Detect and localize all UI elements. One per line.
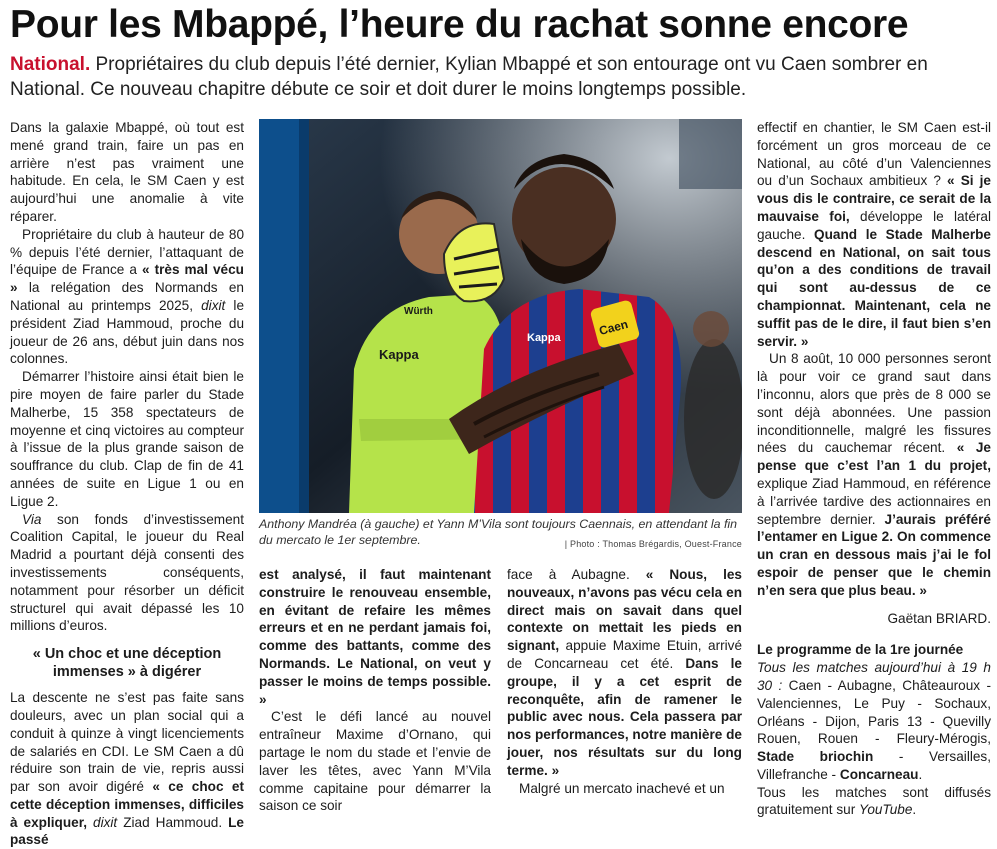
photo-illustration	[259, 119, 742, 513]
text: Stade briochin	[757, 749, 874, 765]
text: dixit	[93, 814, 118, 830]
paragraph	[259, 566, 491, 708]
text: - Versailles, Villefranche -	[757, 749, 991, 782]
photo-caption: Anthony Mandréa (à gauche) et Yann M’Vila sont toujours Caennais, en attendant la fin du mercato le 1er septembre.	[259, 517, 738, 547]
paragraph: Malgré un mercato inachevé et un	[519, 780, 725, 796]
paragraph: Dans la galaxie Mbappé, où tout est mené grand train, faire un pas en arrière n’est pas vraiment une habitude. En cela, le SM Caen y est aujourd’hui une anomalie à vite réparer.	[10, 120, 244, 224]
jersey-sponsor: Würth	[404, 306, 433, 317]
text: Un 8 août, 10 000 personnes seront là pour voir ce grand saut dans l’inconnu, alors que près de 8 000 se sont déjà abonnées. Une passion inconditionnelle, malgré les fissures nées du cauchemar récent.	[757, 351, 991, 456]
quote: « Si je vous dis le contraire, ce serait de la mauvaise foi,	[757, 173, 991, 224]
text: YouTube	[859, 802, 913, 818]
text: .	[912, 802, 917, 818]
text: Via	[22, 511, 42, 527]
goalkeeper-jersey-logo: Kappa	[379, 347, 419, 362]
quote: « très mal vécu »	[10, 262, 244, 296]
text: effectif en chantier, le SM Caen est-il forcément un gros morceau de ce National, au côté d’un Valenciennes ou d’un Sochaux ambitieux ?	[757, 120, 991, 189]
paragraph: Démarrer l’histoire ainsi était bien le pire moyen de faire parler du Stade Malherbe, 15 358 spectateurs de moyenne et cinq victoires au compteur à l’issue de la plus grande saison de souffrance du club. Clap de fin de 41 années de suite en Ligue 1 ou en Ligue 2.	[10, 369, 244, 509]
caen-jersey-logo: Kappa	[527, 332, 561, 344]
standfirst-text: Propriétaires du club depuis l’été dernier, Kylian Mbappé et son entourage ont vu Caen sombrer en National. Ce nouveau chapitre débute ce soir et doit durer le moins longtemps possible.	[10, 54, 928, 100]
headline: Pour les Mbappé, l’heure du rachat sonne encore	[10, 3, 909, 46]
text: .	[918, 766, 923, 782]
article-column-4	[757, 119, 991, 819]
article-column-1	[10, 119, 244, 849]
quote: J’aurais préféré l’entamer en Ligue 2. On commence un cran en dessous mais j’ai le fol espoir de penser que le chemin n’en sera que plus beau. »	[757, 511, 991, 598]
paragraph	[10, 689, 244, 849]
paragraph	[757, 119, 991, 350]
text: appuie Maxime Etuin, arrivé de Concarneau cet été.	[507, 638, 742, 671]
paragraph	[757, 350, 991, 599]
article-column-3	[507, 566, 742, 797]
text: Propriétaire du club à hauteur de 80 % depuis l’été dernier, l’attaquant de l’équipe de France a	[10, 226, 244, 278]
photo-credit: | Photo : Thomas Brégardis, Ouest-France	[564, 539, 742, 549]
article-photo	[259, 119, 742, 513]
quote: Le passé	[10, 814, 244, 848]
quote: « Nous, les nouveaux, n’avons pas vécu cela en direct mais on savait dans quel contexte on mettait les pieds en signant,	[507, 567, 742, 654]
quote: « Je pense que c’est l’an 1 du projet,	[757, 440, 991, 474]
quote: Dans le groupe, il y a cet esprit de reconquête, afin de ramener le public avec nous. Cela passera par nos performances, notre manière de jouer, nos résultats sur du long terme. »	[507, 655, 742, 778]
program-title: Le programme de la 1re journée	[757, 642, 964, 658]
text: explique Ziad Hammoud, en référence à l’arrivée tardive des actionnaires en septembre dernier.	[757, 475, 991, 527]
text: la relégation des Normands en National au printemps 2025,	[10, 280, 244, 313]
text: le président Ziad Hammoud, proche du joueur de 26 ans, début juin dans nos colonnes.	[10, 297, 244, 367]
quote: « ce choc et cette déception immenses, difficiles à expliquer,	[10, 779, 244, 830]
standfirst	[10, 52, 990, 102]
text: son fonds d’investissement Coalition Capital, le joueur du Real Madrid a pourtant déjà consenti des investissements conséquents, notamment pour résorber un déficit structurel qui avait dépassé les 10 millions d’euros.	[10, 511, 244, 634]
paragraph	[507, 566, 742, 780]
quote: Quand le Stade Malherbe descend en National, on sait tous qu’on a des conditions de travail qui sont au-dessus de ce championnat. Maintenant, cela ne suffit pas de le dire, il faut bien s’en servir. »	[757, 226, 991, 349]
text: Tous les matches sont diffusés gratuitement sur	[757, 784, 991, 818]
text: Concarneau	[839, 766, 919, 782]
armband-text: Caen	[597, 316, 630, 339]
text: développe le latéral gauche.	[757, 208, 991, 242]
text: La descente ne s’est pas faite sans douleurs, avec un plan social qui a conduit à quinze à vingt licenciements de salariés en CDI. Le SM Caen a dû réduire son train de vie, repris aussi par son avoir digéré	[10, 690, 244, 795]
text: Tous les matches aujourd’hui à 19 h 30 :	[757, 660, 991, 693]
intertitle: « Un choc et une déception immenses » à digérer	[32, 646, 222, 681]
program-list	[757, 659, 991, 784]
tunnel-pillar	[259, 119, 299, 513]
text: dixit	[201, 297, 226, 313]
kicker: National.	[10, 54, 91, 75]
author-signature: Gaëtan BRIARD.	[887, 610, 991, 626]
text: Caen - Aubagne, Châteauroux - Valenciennes, Le Puy - Sochaux, Orléans - Dijon, Paris 13 - Quevilly Rouen, Rouen - Fleury-Mérogis,	[757, 677, 991, 747]
paragraph	[10, 511, 244, 636]
paragraph	[10, 226, 244, 368]
broadcast-note	[757, 784, 991, 820]
paragraph: C’est le défi lancé au nouvel entraîneur Maxime d’Ornano, qui partage le nom du stade et l’envie de laver les têtes, avec Yann M’Vila comme capitaine pour démarrer la saison ce soir	[259, 709, 491, 814]
text: face à Aubagne.	[507, 567, 646, 582]
text: Ziad Hammoud.	[117, 814, 229, 830]
quote: est analysé, il faut maintenant construire le renouveau ensemble, en évitant de refaire les mêmes erreurs et en ne perdant jamais foi, comme des battants, comme des Normands. Le National, on veut y passer le moins de temps possible. »	[259, 567, 491, 707]
